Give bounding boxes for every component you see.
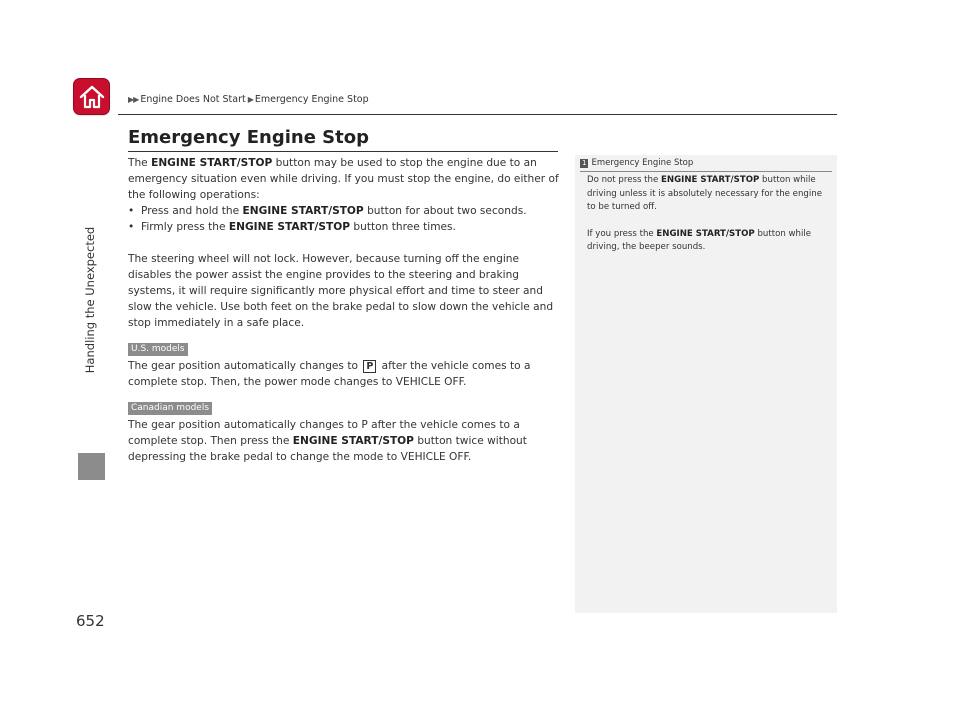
bullet-icon: • — [128, 205, 135, 217]
us-models-tag: U.S. models — [128, 343, 188, 356]
note-title: Emergency Engine Stop — [591, 158, 694, 168]
bullet-icon: • — [128, 221, 135, 233]
note-paragraph: Do not press the ENGINE START/STOP button while driving unless it is absolutely necessary for the engine to be turned off. — [587, 175, 822, 212]
note-box — [575, 155, 837, 613]
note-body — [587, 174, 829, 268]
breadcrumb-link-engine-does-not-start[interactable]: Engine Does Not Start — [140, 94, 246, 105]
canadian-models-tag: Canadian models — [128, 402, 212, 415]
header-divider — [118, 114, 837, 115]
breadcrumb — [128, 94, 369, 105]
main-content — [128, 155, 560, 465]
chapter-tab-marker — [78, 453, 105, 480]
breadcrumb-arrow-icon: ▶▶ — [128, 95, 139, 104]
page-title: Emergency Engine Stop — [128, 127, 369, 148]
list-item: • Press and hold the ENGINE START/STOP button for about two seconds. — [128, 205, 527, 217]
us-paragraph: The gear position automatically changes to P after the vehicle comes to a complete stop. Then, the power mode changes to VEHICLE OFF. — [128, 360, 531, 388]
chapter-tab-label[interactable]: Handling the Unexpected — [83, 226, 97, 374]
home-button[interactable] — [74, 79, 109, 114]
breadcrumb-separator-icon: ▶ — [247, 95, 253, 104]
gear-p-icon: P — [363, 360, 376, 373]
steering-paragraph: The steering wheel will not lock. However, because turning off the engine disables the power assist the engine provides to the steering and braking systems, it will require significantly more physical effort and time to steer and slow the vehicle. Use both feet on the brake pedal to slow down the vehicle and stop immediately in a safe place. — [128, 253, 554, 329]
note-number-badge: 1 — [582, 158, 587, 167]
list-item: • Firmly press the ENGINE START/STOP button three times. — [128, 221, 456, 233]
title-divider — [128, 151, 558, 152]
intro-paragraph: The ENGINE START/STOP button may be used to stop the engine due to an emergency situation even while driving. If you must stop the engine, do either of the following operations: — [128, 157, 559, 201]
canada-paragraph: The gear position automatically changes to P after the vehicle comes to a complete stop. Then press the ENGINE START/STOP button twice without depressing the brake pedal to change the mode to VEHICLE OFF. — [128, 419, 527, 463]
note-divider — [580, 171, 832, 172]
note-paragraph: If you press the ENGINE START/STOP button while driving, the beeper sounds. — [587, 228, 812, 252]
page-number: 652 — [76, 612, 105, 630]
breadcrumb-link-emergency-engine-stop[interactable]: Emergency Engine Stop — [254, 94, 369, 105]
home-icon — [79, 85, 105, 109]
note-header — [580, 158, 693, 168]
